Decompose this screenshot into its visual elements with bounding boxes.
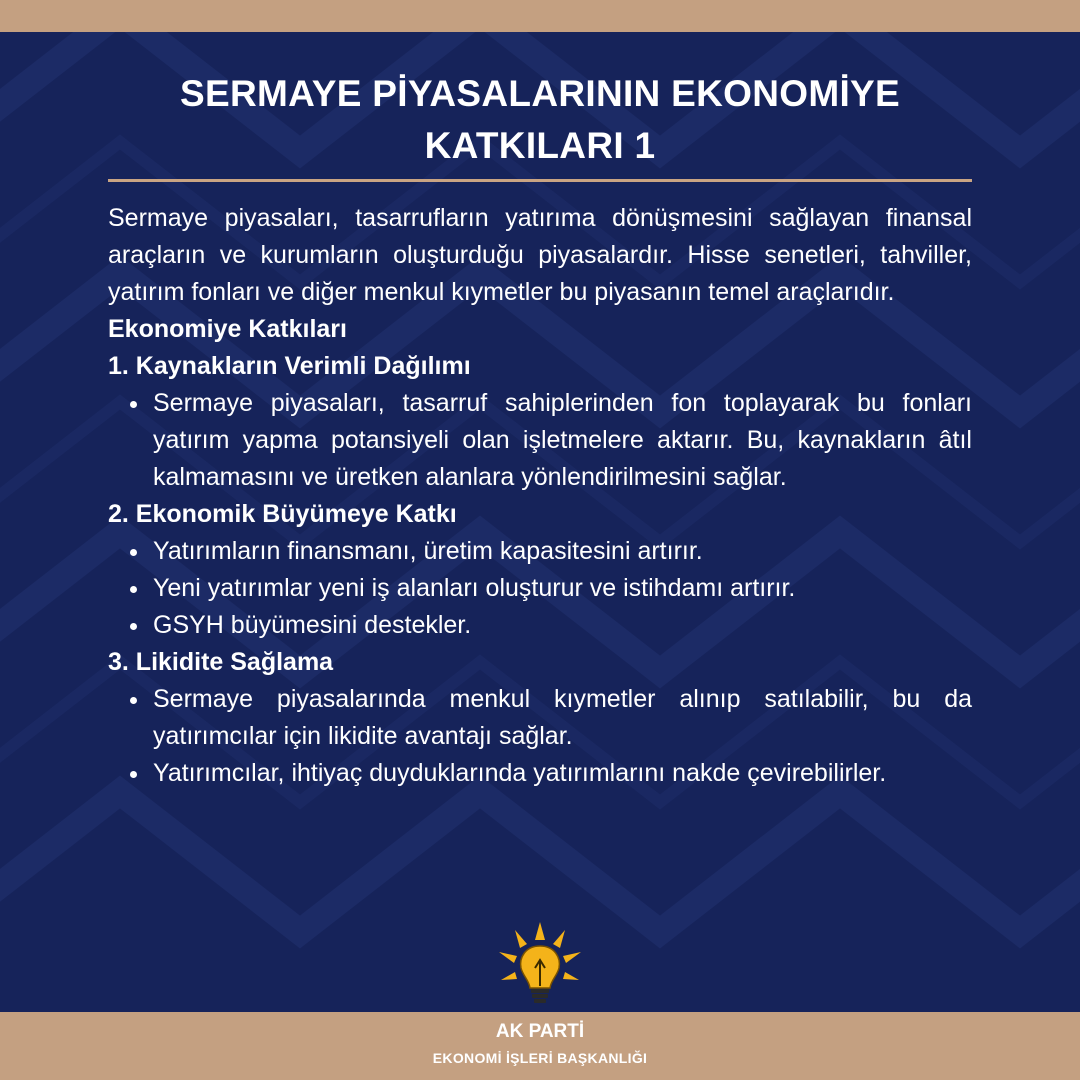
footer-org-name: AK PARTİ (495, 1021, 585, 1042)
list-item: Yeni yatırımlar yeni iş alanları oluşturur ve istihdamı artırır. (130, 570, 972, 607)
article-body (108, 200, 972, 792)
list-item: Sermaye piyasalarında menkul kıymetler alınıp satılabilir, bu da yatırımcılar için likidite avantajı sağlar. (130, 681, 972, 755)
list-item: Yatırımcılar, ihtiyaç duyduklarında yatırımlarını nakde çevirebilirler. (130, 755, 972, 792)
list-item: Yatırımların finansmanı, üretim kapasitesini artırır. (130, 533, 972, 570)
bullet-list-1 (130, 385, 972, 496)
section-heading-1: 1. Kaynakların Verimli Dağılımı (108, 352, 471, 380)
bullet-list-3 (130, 681, 972, 792)
list-item: Sermaye piyasaları, tasarruf sahiplerinden fon toplayarak bu fonları yatırım yapma potansiyeli olan işletmelere aktarır. Bu, kaynakların âtıl kalmamasını ve üretken alanlara yönlendirilmesini sağlar. (130, 385, 972, 496)
section-heading-2: 2. Ekonomik Büyümeye Katkı (108, 500, 457, 528)
page-title (108, 68, 972, 172)
title-line-2: KATKILARI 1 (424, 125, 656, 166)
title-line-1: SERMAYE PİYASALARININ EKONOMİYE (180, 73, 900, 114)
footer-department: EKONOMİ İŞLERİ BAŞKANLIĞI (432, 1050, 648, 1066)
title-divider (108, 179, 972, 182)
bullet-list-2 (130, 533, 972, 644)
content-panel (0, 32, 1080, 1012)
section-subtitle: Ekonomiye Katkıları (108, 315, 347, 343)
lightbulb-icon (495, 920, 585, 1010)
list-item: GSYH büyümesini destekler. (130, 607, 972, 644)
footer (0, 1012, 1080, 1080)
intro-paragraph: Sermaye piyasaları, tasarrufların yatırıma dönüşmesini sağlayan finansal araçların ve kurumların oluşturduğu piyasalardır. Hisse senetleri, tahviller, yatırım fonları ve diğer menkul kıymetler bu piyasanın temel araçlarıdır. (108, 204, 972, 306)
section-heading-3: 3. Likidite Sağlama (108, 648, 334, 676)
top-accent-bar (0, 0, 1080, 32)
